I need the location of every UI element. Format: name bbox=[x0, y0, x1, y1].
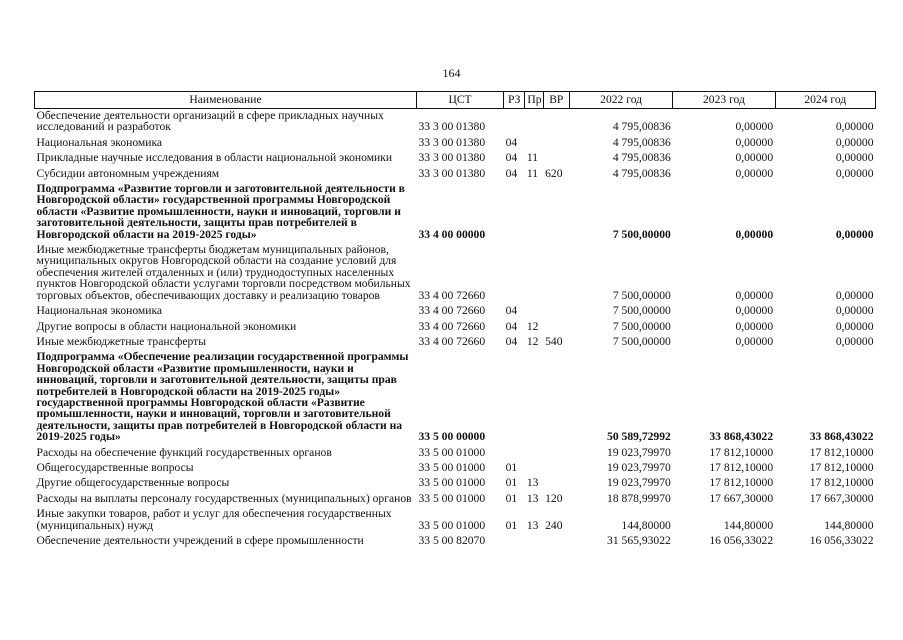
row-pr-cell bbox=[525, 446, 543, 461]
row-vr-cell: 620 bbox=[545, 166, 563, 180]
row-name-cell: Иные межбюджетные трансферты bbox=[36, 334, 207, 348]
row-2022-cell: 7 500,00000 bbox=[612, 319, 671, 333]
row-rz-cell bbox=[504, 109, 525, 136]
row-2022-cell: 4 795,00836 bbox=[612, 120, 671, 134]
row-name-cell: Иные закупки товаров, работ и услуг для обеспечения государственных (муниципальных) нужд bbox=[36, 507, 392, 532]
row-vr-cell bbox=[543, 446, 569, 461]
row-vr-cell bbox=[543, 182, 569, 243]
row-2022-cell: 7 500,00000 bbox=[612, 288, 671, 302]
row-2023-cell: 16 056,33022 bbox=[709, 534, 774, 547]
row-name-cell: Национальная экономика bbox=[36, 304, 163, 318]
row-2024-cell: 17 812,10000 bbox=[809, 460, 874, 474]
table-row bbox=[35, 151, 876, 166]
header-2023: 2023 год bbox=[673, 92, 775, 109]
row-2024-cell: 17 812,10000 bbox=[809, 476, 874, 490]
row-cst-cell: 33 5 00 01000 bbox=[418, 491, 486, 505]
row-2024-cell: 0,00000 bbox=[835, 304, 874, 318]
row-pr-cell bbox=[525, 304, 543, 319]
row-2024-cell: 33 868,43022 bbox=[809, 430, 874, 444]
row-pr-cell: 13 bbox=[526, 476, 539, 490]
header-pr: Пр bbox=[525, 92, 543, 109]
row-cst-cell: 33 3 00 01380 bbox=[418, 151, 486, 165]
row-2023-cell: 144,80000 bbox=[723, 518, 774, 532]
row-name-cell: Общегосударственные вопросы bbox=[36, 460, 194, 474]
row-pr-cell bbox=[525, 136, 543, 151]
row-2022-cell: 4 795,00836 bbox=[612, 151, 671, 165]
row-vr-cell bbox=[543, 350, 569, 445]
row-2024-cell: 17 667,30000 bbox=[809, 491, 874, 505]
row-rz-cell bbox=[504, 534, 525, 549]
row-vr-cell bbox=[543, 461, 569, 476]
table-row bbox=[35, 492, 876, 507]
row-pr-cell: 11 bbox=[526, 151, 539, 165]
row-2023-cell: 17 667,30000 bbox=[709, 491, 774, 505]
row-rz-cell: 04 bbox=[505, 135, 518, 149]
row-cst-cell: 33 5 00 01000 bbox=[418, 476, 486, 490]
header-2022: 2022 год bbox=[569, 92, 672, 109]
row-vr-cell bbox=[543, 151, 569, 166]
row-name-cell: Другие вопросы в области национальной экономики bbox=[36, 319, 297, 333]
row-cst-cell: 33 3 00 01380 bbox=[418, 120, 486, 134]
table-row bbox=[35, 320, 876, 335]
row-2022-cell: 4 795,00836 bbox=[612, 135, 671, 149]
budget-table bbox=[34, 91, 876, 549]
row-rz-cell: 04 bbox=[505, 151, 518, 165]
row-rz-cell: 01 bbox=[505, 460, 518, 474]
row-name-cell: Иные межбюджетные трансферты бюджетам муниципальных районов, муниципальных округов Новгородской области на создание условий для обеспечения жителей отдаленных и (или) труднодоступных населенных пунктов Новгородской области услугами торговли посредством мобильных торговых объектов, обеспечивающих доставку и реализацию товаров bbox=[36, 243, 411, 302]
row-2024-cell: 0,00000 bbox=[835, 166, 874, 180]
row-pr-cell bbox=[525, 461, 543, 476]
row-pr-cell bbox=[525, 243, 543, 304]
row-2022-cell: 7 500,00000 bbox=[612, 304, 671, 318]
row-2023-cell: 0,00000 bbox=[735, 319, 774, 333]
row-vr-cell bbox=[543, 476, 569, 491]
row-rz-cell: 01 bbox=[505, 491, 518, 505]
row-2024-cell: 0,00000 bbox=[835, 334, 874, 348]
row-name-cell: Субсидии автономным учреждениям bbox=[36, 166, 220, 180]
row-2022-cell: 50 589,72992 bbox=[607, 430, 671, 444]
header-name: Наименование bbox=[35, 92, 417, 109]
row-rz-cell: 01 bbox=[505, 476, 518, 490]
row-2023-cell: 0,00000 bbox=[735, 304, 774, 318]
row-cst-cell: 33 4 00 72660 bbox=[418, 334, 486, 348]
row-pr-cell bbox=[525, 350, 543, 445]
row-cst-cell: 33 3 00 01380 bbox=[418, 135, 486, 149]
table-row bbox=[35, 461, 876, 476]
table-body bbox=[35, 109, 876, 550]
table-row bbox=[35, 182, 876, 243]
row-name-cell: Другие общегосударственные вопросы bbox=[36, 476, 230, 490]
table-row bbox=[35, 109, 876, 136]
table-row bbox=[35, 136, 876, 151]
row-2022-cell: 4 795,00836 bbox=[612, 166, 671, 180]
row-name-cell: Подпрограмма «Обеспечение реализации государственной программы Новгородской области «Развитие промышленности, науки и инноваций, торговли и заготовительной деятельности, защиты прав потребителей в Новгородской области на 2019-2025 годы» государственной программы Новгородской области «Развитие промышленности, науки и инноваций, торговли и заготовительной деятельности, защиты прав потребителей в Новгородской области на 2019-2025 годы» bbox=[36, 350, 409, 444]
row-2022-cell: 7 500,00000 bbox=[612, 227, 671, 241]
row-vr-cell: 120 bbox=[545, 491, 563, 505]
row-2024-cell: 144,80000 bbox=[824, 518, 874, 532]
row-vr-cell bbox=[543, 243, 569, 304]
row-2023-cell: 17 812,10000 bbox=[709, 445, 774, 459]
row-2023-cell: 0,00000 bbox=[735, 166, 774, 180]
row-name-cell: Прикладные научные исследования в области национальной экономики bbox=[36, 151, 393, 165]
row-vr-cell bbox=[543, 320, 569, 335]
row-rz-cell bbox=[504, 182, 525, 243]
table-row bbox=[35, 534, 876, 549]
row-2022-cell: 144,80000 bbox=[621, 518, 671, 532]
row-vr-cell bbox=[543, 109, 569, 136]
row-vr-cell bbox=[543, 136, 569, 151]
row-2024-cell: 0,00000 bbox=[835, 227, 874, 241]
row-2023-cell: 0,00000 bbox=[735, 227, 774, 241]
row-name-cell: Национальная экономика bbox=[36, 135, 163, 149]
table-row bbox=[35, 243, 876, 304]
row-cst-cell: 33 3 00 01380 bbox=[418, 166, 486, 180]
row-pr-cell: 13 bbox=[526, 518, 539, 532]
row-rz-cell bbox=[504, 350, 525, 445]
row-pr-cell bbox=[525, 534, 543, 549]
row-2023-cell: 17 812,10000 bbox=[709, 476, 774, 490]
row-2023-cell: 0,00000 bbox=[735, 334, 774, 348]
row-pr-cell: 11 bbox=[526, 166, 539, 180]
row-2022-cell: 18 878,99970 bbox=[607, 491, 671, 505]
page-number: 164 bbox=[442, 66, 461, 80]
row-2023-cell: 0,00000 bbox=[735, 120, 774, 134]
row-2024-cell: 17 812,10000 bbox=[809, 445, 874, 459]
row-2022-cell: 7 500,00000 bbox=[612, 334, 671, 348]
row-2024-cell: 16 056,33022 bbox=[809, 534, 874, 547]
row-cst-cell: 33 4 00 72660 bbox=[418, 319, 486, 333]
row-pr-cell: 12 bbox=[526, 319, 539, 333]
row-name-cell: Расходы на обеспечение функций государственных органов bbox=[36, 445, 332, 459]
row-pr-cell bbox=[525, 109, 543, 136]
row-vr-cell: 240 bbox=[545, 518, 563, 532]
row-2024-cell: 0,00000 bbox=[835, 135, 874, 149]
row-cst-cell: 33 4 00 72660 bbox=[418, 304, 486, 318]
table-row bbox=[35, 476, 876, 491]
header-2024: 2024 год bbox=[775, 92, 875, 109]
row-rz-cell: 04 bbox=[505, 319, 518, 333]
row-2022-cell: 31 565,93022 bbox=[607, 534, 671, 547]
table-header bbox=[35, 92, 876, 109]
row-cst-cell: 33 5 00 01000 bbox=[418, 460, 486, 474]
table-row bbox=[35, 507, 876, 534]
row-name-cell: Обеспечение деятельности организаций в сфере прикладных научных исследований и разработок bbox=[36, 109, 384, 134]
row-name-cell: Расходы на выплаты персоналу государственных (муниципальных) органов bbox=[36, 491, 412, 505]
row-2023-cell: 0,00000 bbox=[735, 151, 774, 165]
header-rz: РЗ bbox=[504, 92, 525, 109]
row-cst-cell: 33 5 00 01000 bbox=[418, 518, 486, 532]
table-row bbox=[35, 335, 876, 350]
row-rz-cell: 04 bbox=[505, 304, 518, 318]
header-vr: ВР bbox=[543, 92, 569, 109]
row-2023-cell: 0,00000 bbox=[735, 288, 774, 302]
row-2024-cell: 0,00000 bbox=[835, 319, 874, 333]
row-2023-cell: 0,00000 bbox=[735, 135, 774, 149]
row-pr-cell: 12 bbox=[526, 334, 539, 348]
table-row bbox=[35, 304, 876, 319]
row-cst-cell: 33 4 00 72660 bbox=[418, 288, 486, 302]
row-rz-cell: 01 bbox=[505, 518, 518, 532]
row-2023-cell: 17 812,10000 bbox=[709, 460, 774, 474]
table-row bbox=[35, 350, 876, 445]
row-rz-cell: 04 bbox=[505, 334, 518, 348]
row-vr-cell: 540 bbox=[545, 334, 563, 348]
row-rz-cell bbox=[504, 446, 525, 461]
row-vr-cell bbox=[543, 304, 569, 319]
row-cst-cell: 33 5 00 82070 bbox=[418, 534, 486, 547]
row-rz-cell bbox=[504, 243, 525, 304]
row-2024-cell: 0,00000 bbox=[835, 288, 874, 302]
row-2024-cell: 0,00000 bbox=[835, 120, 874, 134]
row-rz-cell: 04 bbox=[505, 166, 518, 180]
row-2023-cell: 33 868,43022 bbox=[709, 430, 774, 444]
row-2022-cell: 19 023,79970 bbox=[607, 460, 671, 474]
row-pr-cell: 13 bbox=[526, 491, 539, 505]
row-2022-cell: 19 023,79970 bbox=[607, 445, 671, 459]
row-2024-cell: 0,00000 bbox=[835, 151, 874, 165]
row-vr-cell bbox=[543, 534, 569, 549]
row-2022-cell: 19 023,79970 bbox=[607, 476, 671, 490]
row-cst-cell: 33 5 00 01000 bbox=[418, 445, 486, 459]
row-cst-cell: 33 5 00 00000 bbox=[418, 430, 486, 444]
row-name-cell: Подпрограмма «Развитие торговли и заготовительной деятельности в Новгородской области» государственной программы Новгородской области «Развитие промышленности, науки и инноваций, торговли и заготовительной деятельности, защиты прав потребителей в Новгородской области на 2019-2025 годы» bbox=[36, 182, 405, 241]
row-name-cell: Обеспечение деятельности учреждений в сфере промышленности bbox=[36, 534, 364, 547]
header-cst: ЦСТ bbox=[416, 92, 503, 109]
row-cst-cell: 33 4 00 00000 bbox=[418, 227, 486, 241]
table-row bbox=[35, 446, 876, 461]
row-pr-cell bbox=[525, 182, 543, 243]
table-row bbox=[35, 167, 876, 182]
